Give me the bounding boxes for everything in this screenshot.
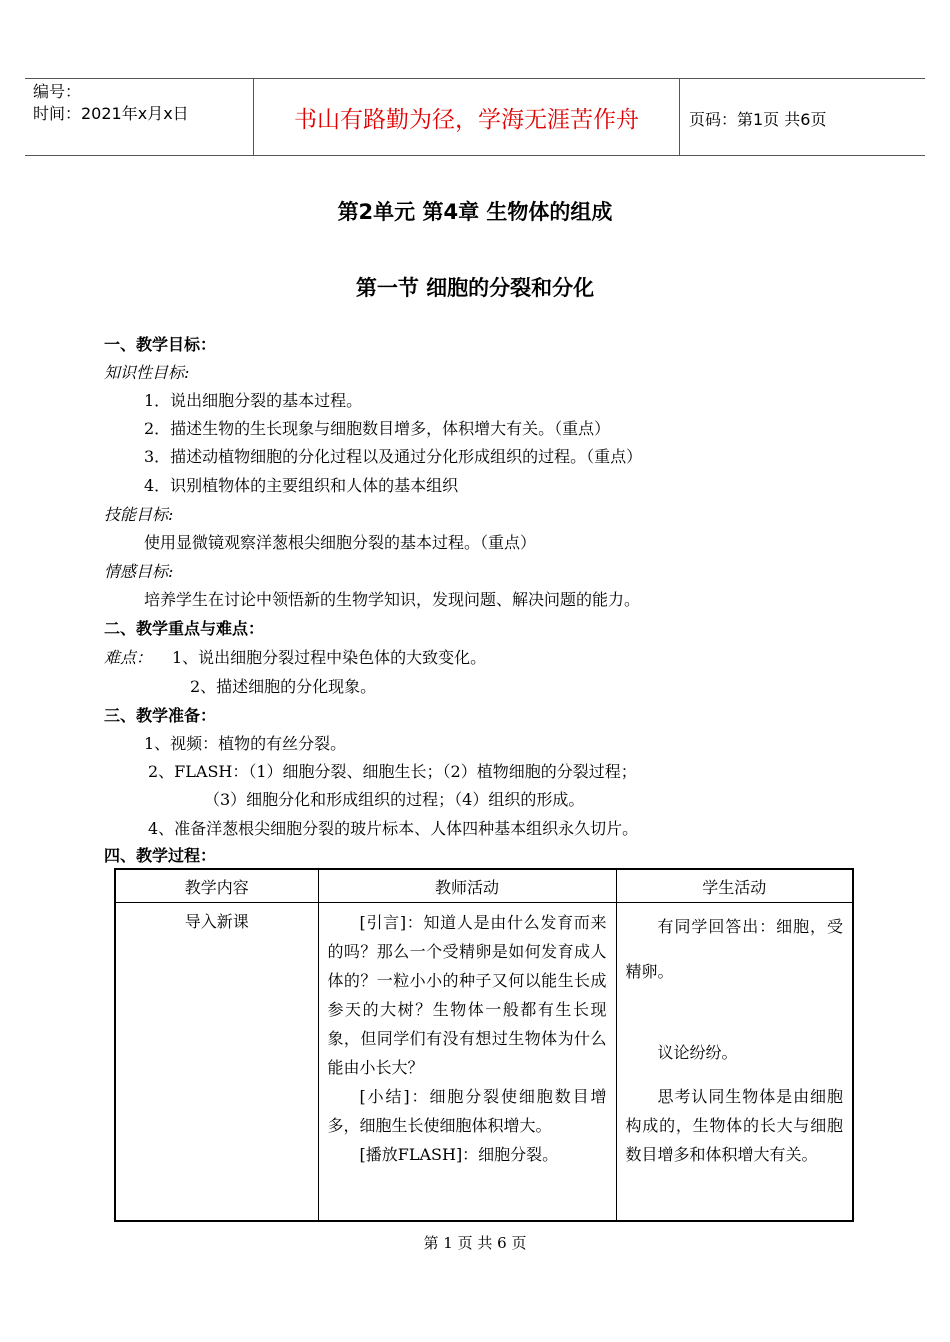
- column-header: 教学内容: [115, 869, 318, 903]
- knowledge-item: 1．说出细胞分裂的基本过程。: [144, 391, 363, 410]
- skill-item: 使用显微镜观察洋葱根尖细胞分裂的基本过程。（重点）: [144, 533, 537, 552]
- content-cell: 导入新课: [115, 903, 318, 1222]
- student-discussion: 议论纷纷。: [657, 1043, 738, 1062]
- knowledge-item: 3．描述动植物细胞的分化过程以及通过分化形成组织的过程。（重点）: [144, 447, 643, 466]
- goals-heading: 一、教学目标：: [104, 335, 217, 354]
- student-activity-cell: [616, 903, 853, 1222]
- knowledge-item: 4．识别植物体的主要组织和人体的基本组织: [144, 476, 459, 495]
- skill-heading: 技能目标:: [104, 505, 174, 524]
- page-footer: 第 1 页 共 6 页: [423, 1234, 527, 1252]
- knowledge-heading: 知识性目标:: [104, 363, 190, 382]
- header-time: 时间：2021年x月x日: [33, 104, 189, 123]
- table-row: [115, 903, 853, 1222]
- teacher-summary: [小结]：细胞分裂使细胞数目增多，细胞生长使细胞体积增大。: [327, 1087, 607, 1135]
- preparation-item: 4、准备洋葱根尖细胞分裂的玻片标本、人体四种基本组织永久切片。: [148, 819, 639, 838]
- column-header: 学生活动: [616, 869, 853, 903]
- teaching-process-table: [114, 868, 854, 1222]
- difficulty-item: 2、描述细胞的分化现象。: [190, 677, 377, 696]
- key-points-heading: 二、教学重点与难点：: [104, 619, 265, 638]
- teacher-activity-cell: [318, 903, 616, 1222]
- table-header-row: [115, 869, 853, 903]
- student-answer: 有同学回答出：细胞，受精卵。: [625, 917, 843, 981]
- process-heading: 四、教学过程：: [104, 846, 217, 865]
- header-motto: 书山有路勤为径，学海无涯苦作舟: [294, 107, 639, 133]
- document-title: 第2单元 第4章 生物体的组成: [337, 200, 613, 224]
- preparation-heading: 三、教学准备：: [104, 706, 217, 725]
- emotion-item: 培养学生在讨论中领悟新的生物学知识，发现问题、解决问题的能力。: [144, 590, 641, 609]
- column-header: 教师活动: [318, 869, 616, 903]
- preparation-item: 1、视频：植物的有丝分裂。: [144, 734, 347, 753]
- difficulty-label: 难点：: [104, 648, 153, 667]
- preparation-item: 2、FLASH：（1）细胞分裂、细胞生长；（2）植物细胞的分裂过程；: [148, 762, 637, 781]
- header-number: 编号：: [33, 82, 82, 101]
- teacher-intro: [引言]：知道人是由什么发育而来的吗？那么一个受精卵是如何发育成人体的？一粒小小的种子又何以能生长成参天的大树？生物体一般都有生长现象，但同学们有没有想过生物体为什么能由小长大？: [327, 913, 607, 1077]
- header-meta: [33, 81, 189, 125]
- header-page-info: 页码：第1页 共6页: [689, 110, 827, 129]
- student-reflection: 思考认同生物体是由细胞构成的，生物体的长大与细胞数目增多和体积增大有关。: [625, 1087, 843, 1164]
- knowledge-item: 2．描述生物的生长现象与细胞数目增多，体积增大有关。（重点）: [144, 419, 611, 438]
- difficulty-item: 1、说出细胞分裂过程中染色体的大致变化。: [172, 648, 487, 667]
- page-header: [25, 78, 925, 156]
- header-divider: [679, 79, 680, 155]
- emotion-heading: 情感目标:: [104, 562, 174, 581]
- document-subtitle: 第一节 细胞的分裂和分化: [355, 276, 595, 300]
- teacher-flash: [播放FLASH]：细胞分裂。: [359, 1145, 559, 1164]
- preparation-item: （3）细胞分化和形成组织的过程；（4）组织的形成。: [204, 790, 585, 809]
